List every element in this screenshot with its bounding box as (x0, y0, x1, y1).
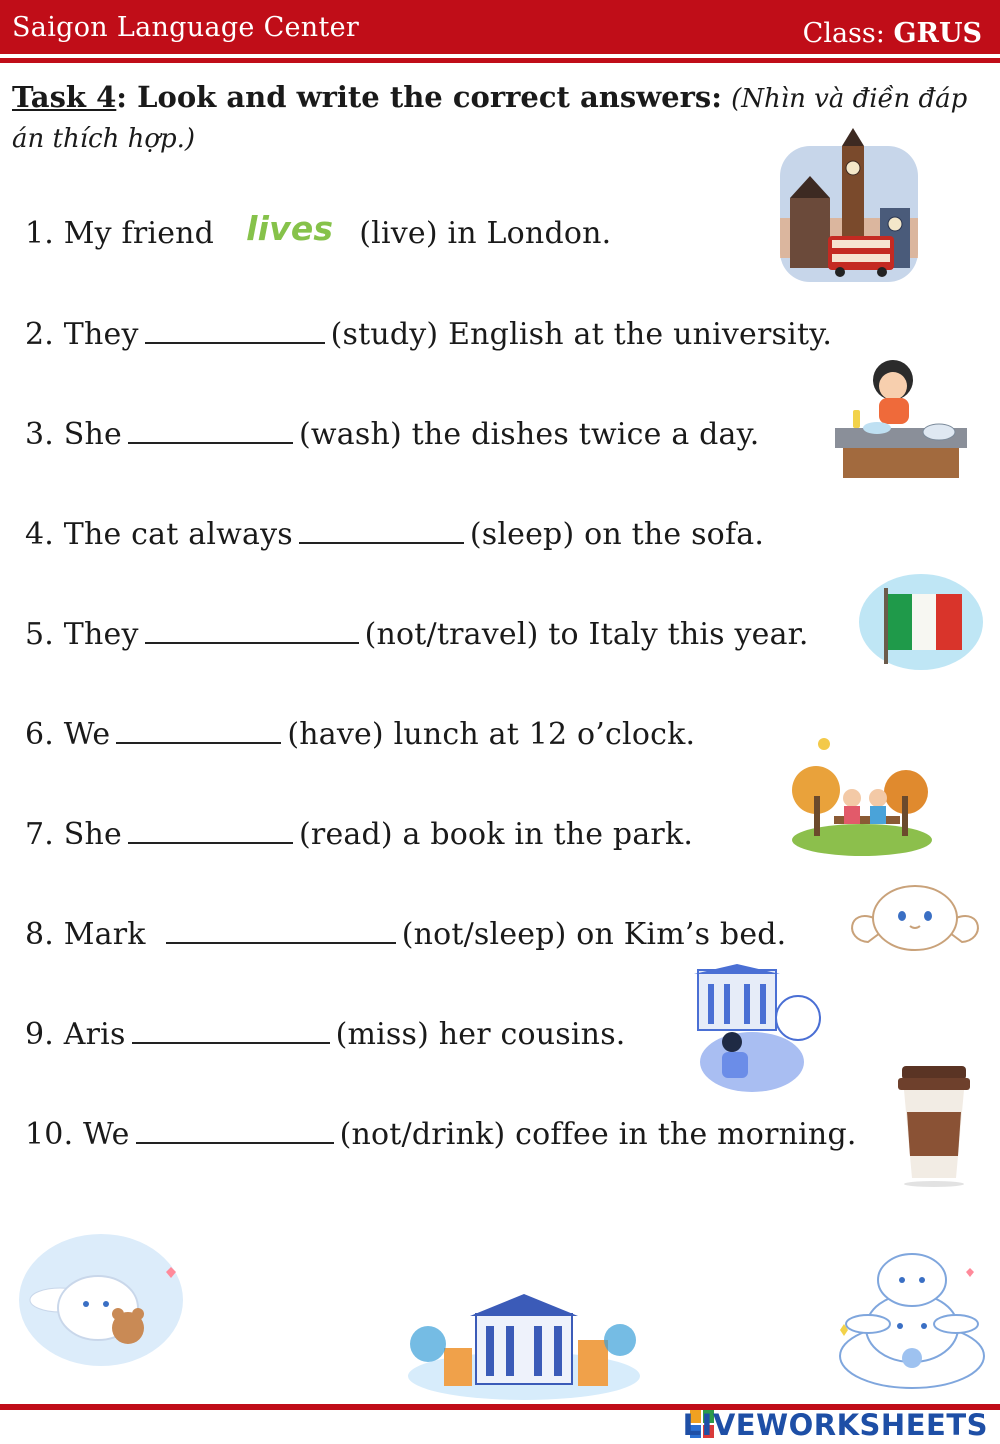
question-4 (25, 516, 764, 552)
question-prefix: 3. She (25, 417, 122, 452)
question-prefix: 6. We (25, 717, 111, 752)
answer-blank[interactable] (299, 516, 464, 544)
question-suffix: (miss) her cousins. (335, 1017, 626, 1052)
question-suffix: (not/travel) to Italy this year. (364, 617, 809, 652)
answer-blank[interactable] (145, 316, 325, 344)
header-bar (0, 0, 1000, 54)
answer-blank[interactable] (145, 616, 359, 644)
question-suffix: (study) English at the university. (330, 317, 833, 352)
question-10 (25, 1116, 857, 1152)
center-name: Saigon Language Center (12, 12, 360, 43)
washing-dishes-illustration (835, 358, 967, 480)
answer-blank[interactable] (128, 816, 293, 844)
question-prefix: 8. Mark (25, 917, 146, 952)
question-prefix: 10. We (25, 1117, 130, 1152)
question-prefix: 5. They (25, 617, 139, 652)
coffee-cup-illustration (896, 1060, 972, 1188)
class-label: Class: (802, 18, 885, 49)
question-9 (25, 1016, 626, 1052)
task-instruction: : Look and write the correct answers: (116, 80, 722, 114)
answer-blank[interactable] (128, 416, 293, 444)
question-prefix: 4. The cat always (25, 517, 293, 552)
question-prefix: 2. They (25, 317, 139, 352)
question-prefix: 7. She (25, 817, 122, 852)
task-label: Task 4 (12, 80, 117, 114)
question-prefix: 1. My friend (25, 216, 215, 251)
student-illustration (694, 964, 826, 1094)
question-suffix: (read) a book in the park. (299, 817, 694, 852)
question-3 (25, 416, 760, 452)
park-reading-illustration (790, 736, 934, 858)
answer-blank[interactable] (132, 1016, 330, 1044)
university-illustration (406, 1280, 642, 1402)
header-divider (0, 58, 1000, 63)
liveworksheets-brand: LIVEWORKSHEETS (682, 1408, 988, 1442)
question-suffix: (live) in London. (359, 216, 612, 251)
puppy-pair-illustration (832, 1244, 988, 1392)
class-value: GRUS (893, 18, 982, 49)
question-8 (25, 916, 786, 952)
question-prefix: 9. Aris (25, 1017, 126, 1052)
question-2 (25, 316, 832, 352)
italy-flag-illustration (858, 572, 984, 672)
class-info (803, 18, 982, 49)
question-5 (25, 616, 809, 652)
question-7 (25, 816, 693, 852)
question-1 (25, 209, 612, 251)
question-suffix: (not/drink) coffee in the morning. (339, 1117, 857, 1152)
puppy-teddy-illustration (16, 1224, 186, 1370)
answer-field[interactable]: lives (246, 209, 334, 248)
london-illustration (780, 128, 918, 282)
question-suffix: (sleep) on the sofa. (469, 517, 765, 552)
answer-blank[interactable] (166, 916, 396, 944)
answer-blank[interactable] (116, 716, 281, 744)
question-suffix: (not/sleep) on Kim’s bed. (401, 917, 787, 952)
question-suffix: (have) lunch at 12 o’clock. (287, 717, 696, 752)
question-6 (25, 716, 695, 752)
question-suffix: (wash) the dishes twice a day. (299, 417, 760, 452)
task-hint: (Nhìn và điền đáp án thích hợp.) (12, 84, 968, 154)
answer-blank[interactable] (136, 1116, 334, 1144)
puppy-illustration (844, 880, 986, 956)
